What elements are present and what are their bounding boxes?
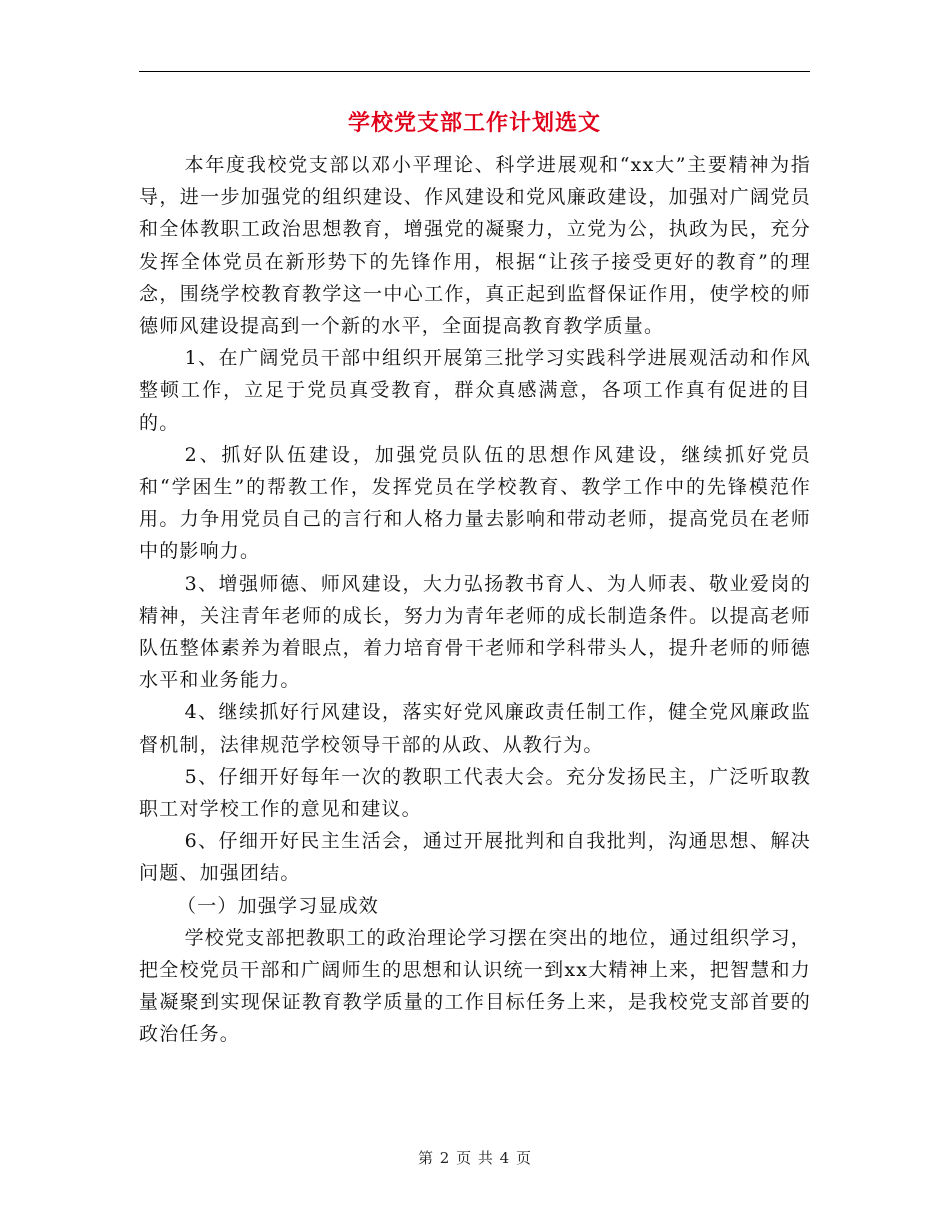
document-body — [139, 149, 811, 1051]
item-5-paragraph: 5、仔细开好每年一次的教职工代表大会。充分发扬民主，广泛听取教职工对学校工作的意见和建议。 — [139, 765, 811, 821]
intro-paragraph: 本年度我校党支部以邓小平理论、科学进展观和“xx大”主要精神为指导，进一步加强党的组织建设、作风建设和党风廉政建设，加强对广阔党员和全体教职工政治思想教育，增强党的凝聚力，立党为公，执政为民，充分发挥全体党员在新形势下的先锋作用，根据“让孩子接受更好的教育”的理念，围绕学校教育教学这一中心工作，真正起到监督保证作用，使学校的师德师风建设提高到一个新的水平，全面提高教育教学质量。 — [139, 154, 811, 338]
header-rule — [139, 71, 810, 72]
page-number: 第 2 页 共 4 页 — [418, 1149, 532, 1167]
section-heading: （一）加强学习显成效 — [177, 894, 380, 917]
item-3-paragraph: 3、增强师德、师风建设，大力弘扬教书育人、为人师表、敬业爱岗的精神，关注青年老师的成长，努力为青年老师的成长制造条件。以提高老师队伍整体素养为着眼点，着力培育骨干老师和学科带头人，提升老师的师德水平和业务能力。 — [139, 572, 811, 692]
section-paragraph: 学校党支部把教职工的政治理论学习摆在突出的地位，通过组织学习，把全校党员干部和广阔师生的思想和认识统一到xx大精神上来，把智慧和力量凝聚到实现保证教育教学质量的工作目标任务上来，是我校党支部首要的政治任务。 — [139, 926, 811, 1046]
item-1-paragraph: 1、在广阔党员干部中组织开展第三批学习实践科学进展观活动和作风整顿工作，立足于党员真受教育，群众真感满意，各项工作真有促进的目的。 — [139, 347, 811, 434]
document-title: 学校党支部工作计划选文 — [347, 111, 601, 136]
item-4-paragraph: 4、继续抓好行风建设，落实好党风廉政责任制工作，健全党风廉政监督机制，法律规范学校领导干部的从政、从教行为。 — [139, 701, 811, 756]
item-2-paragraph: 2、抓好队伍建设，加强党员队伍的思想作风建设，继续抓好党员和“学困生”的帮教工作，发挥党员在学校教育、教学工作中的先锋模范作用。力争用党员自己的言行和人格力量去影响和带动老师，提高党员在老师中的影响力。 — [139, 443, 811, 563]
item-6-paragraph: 6、仔细开好民主生活会，通过开展批判和自我批判，沟通思想、解决问题、加强团结。 — [139, 830, 811, 885]
